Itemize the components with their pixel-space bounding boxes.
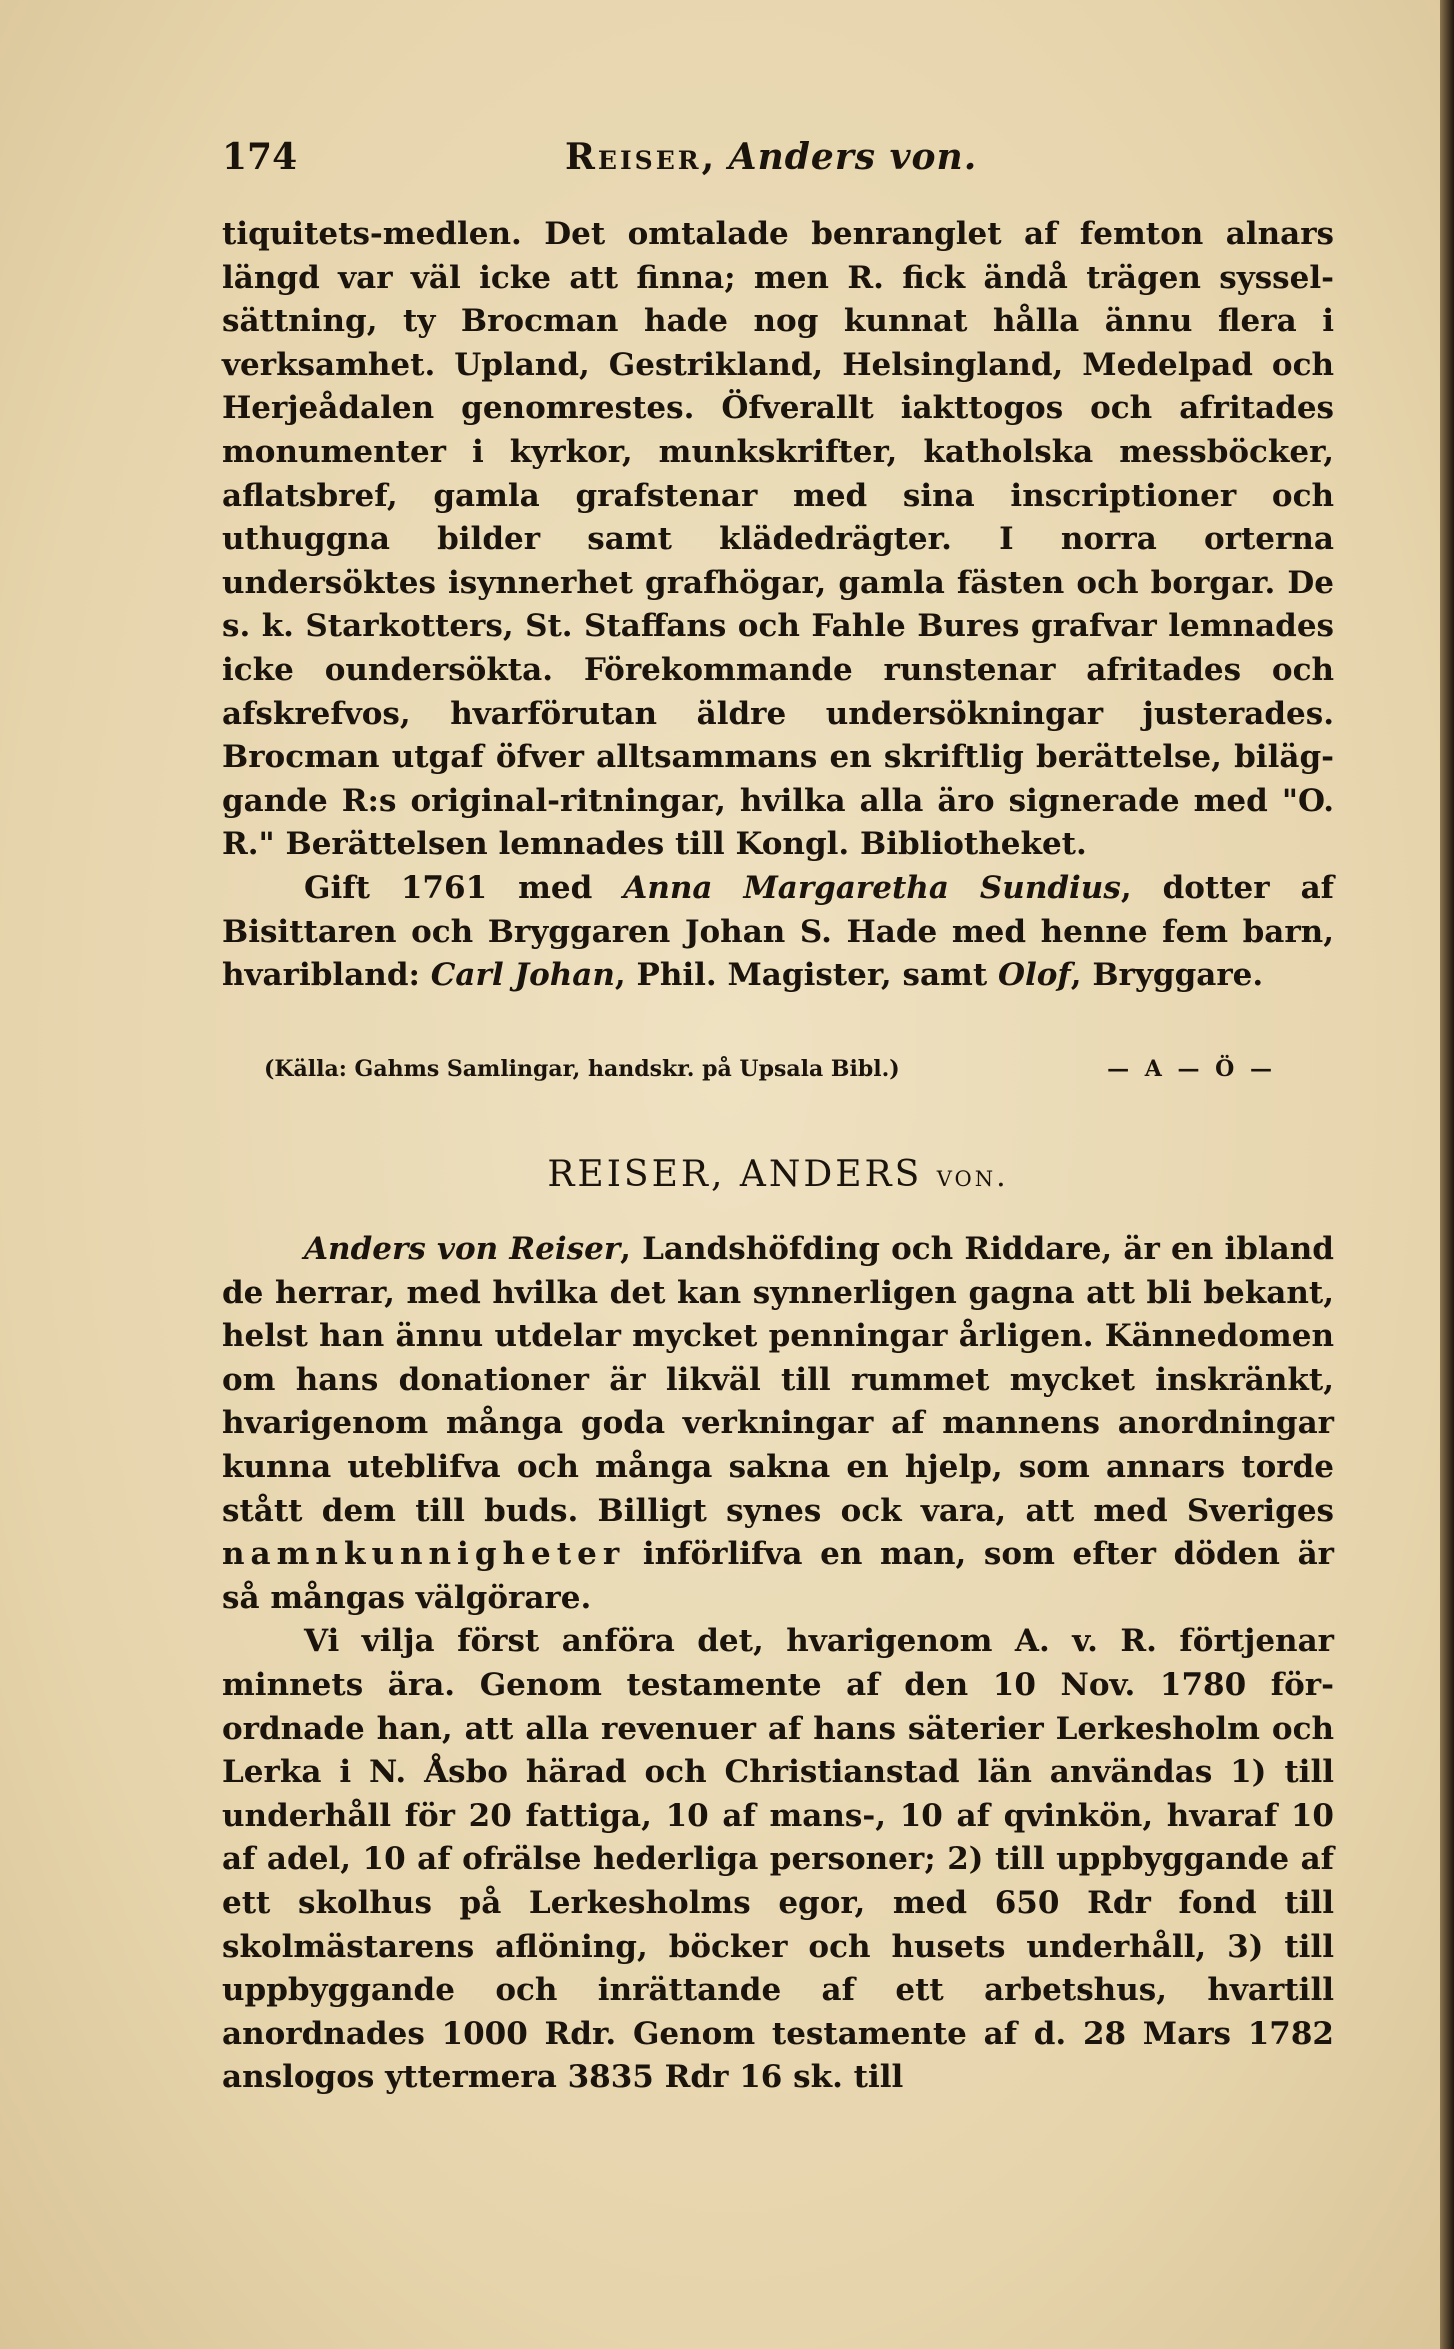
section-heading-main: REISER, ANDERS bbox=[547, 1154, 923, 1195]
bottom-text-block bbox=[222, 1228, 1334, 2100]
section-heading-von: von. bbox=[936, 1159, 1009, 1194]
spaced-word: namnkunnigheter bbox=[222, 1536, 626, 1573]
running-head-surname: Reiser bbox=[565, 136, 702, 178]
child-name-olof: Olof bbox=[997, 957, 1071, 994]
intro-paragraph bbox=[222, 1228, 1334, 1620]
running-head-given-name: Anders von. bbox=[728, 136, 978, 178]
child-name-carl-johan: Carl Johan bbox=[430, 957, 615, 994]
wife-name: Anna Margaretha Sundius bbox=[623, 869, 1121, 906]
source-text: (Källa: Gahms Samlingar, handskr. på Upsala Bibl.) bbox=[264, 1056, 900, 1082]
page-edge-shadow bbox=[1440, 0, 1454, 2349]
page-number: 174 bbox=[222, 136, 298, 178]
marriage-text-4: , Bryggare. bbox=[1070, 957, 1264, 994]
running-head-separator: , bbox=[701, 136, 716, 178]
top-text-block bbox=[222, 213, 1334, 998]
marriage-text-2: , dotter af Bisittaren och Bryggaren Johan S. Hade med henne fem barn, hvaribland: bbox=[222, 869, 1334, 994]
section-heading bbox=[222, 1154, 1334, 1195]
continued-paragraph: tiquitets-medlen. Det omtalade benranglet af femton alnars längd var väl icke att finna; men R. fick ändå trägen sysselsättning, ty Brocman hade nog kunnat hålla ännu flera i verksamhet. Upland, Gestrikland, Helsingland, Medelpad och Herjeådalen genomrestes. Öfverallt iakttogos och afritades monumenter i kyrkor, munkskrifter, katholska messböcker, aflatsbref, gamla grafstenar med sina inscriptioner och uthuggna bilder samt klädedrägter. I norra orterna undersöktes isynnerhet grafhögar, gamla fästen och borgar. De s. k. Starkotters, St. Staffans och Fahle Bures grafvar lemnades icke oundersökta. Förekommande runstenar afritades och afskrefvos, hvarförutan äldre undersökningar justerades. Brocman utgaf öfver alltsammans en skriftlig berättelse, biläggande R:s original-ritningar, hvilka alla äro signerade med "O. R." Berättelsen lemnades till Kongl. Bibliotheket. bbox=[222, 216, 1334, 863]
testament-paragraph: Vi vilja först anföra det, hvarigenom A. v. R. förtjenar minnets ära. Genom testamente af den 10 Nov. 1780 förordnade han, att alla revenuer af hans säterier Lerkesholm och Lerka i N. Åsbo härad och Christianstad län användas 1) till underhåll för 20 fattiga, 10 af mans-, 10 af qvinkön, hvaraf 10 af adel, 10 af ofrälse hederliga personer; 2) till uppbyggande af ett skolhus på Lerkesholms egor, med 650 Rdr fond till skolmästarens aflöning, böcker och husets underhåll, 3) till uppbyggande och inrättande af ett arbetshus, hvartill anordnades 1000 Rdr. Genom testamente af d. 28 Mars 1782 anslogos yttermera 3835 Rdr 16 sk. till bbox=[222, 1623, 1334, 2096]
marriage-text-1: Gift 1761 med bbox=[304, 869, 624, 906]
running-head bbox=[222, 136, 1332, 186]
marriage-text-3: , Phil. Magister, samt bbox=[614, 957, 998, 994]
source-citation bbox=[264, 1056, 1276, 1096]
marriage-paragraph bbox=[222, 867, 1334, 998]
intro-text-2: införlifva en man, som efter döden är så mångas välgörare. bbox=[222, 1536, 1334, 1616]
author-signature: — A — Ö — bbox=[1107, 1056, 1276, 1082]
subject-name: Anders von Reiser bbox=[304, 1231, 621, 1267]
intro-text-1: , Landshöfding och Riddare, är en ibland de herrar, med hvilka det kan synnerligen gagna att bli bekant, helst han ännu utdelar mycket penningar årligen. Kännedomen om hans donationer är likväl till rummet mycket inskränkt, hvarigenom många goda verkningar af mannens anordningar kunna uteblifva och många sakna en hjelp, som annars torde stått dem till buds. Billigt synes ock vara, att med Sveriges bbox=[222, 1231, 1334, 1529]
running-head-title bbox=[565, 136, 977, 178]
